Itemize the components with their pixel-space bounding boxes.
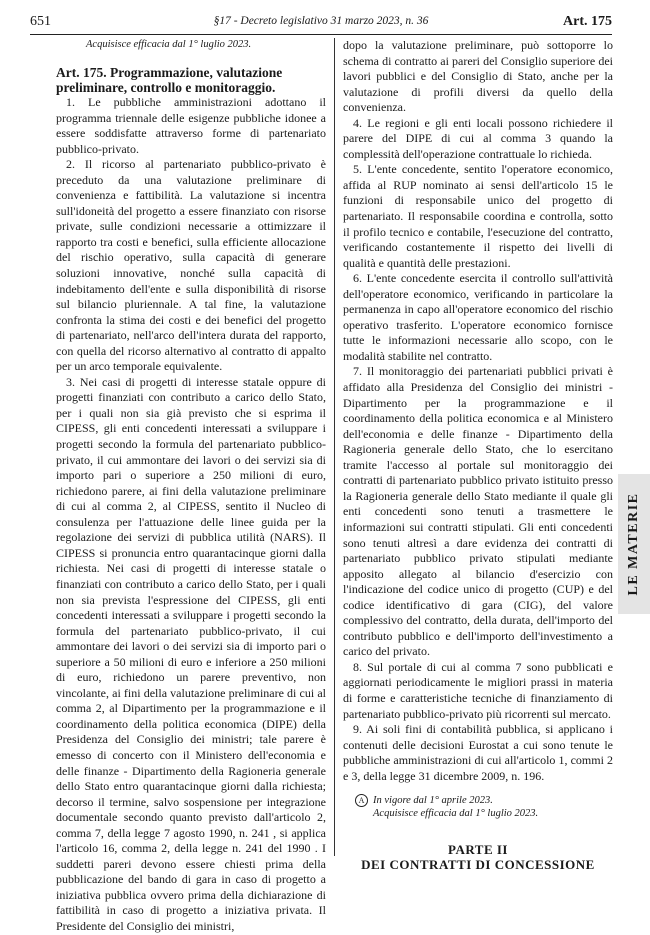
paragraph-5: 5. L'ente concedente, sentito l'operatore economico, affida al RUP nominato ai sensi dell'articolo 15 le funzioni di responsabile unico del progetto di partenariato. Il responsabile coordina e controlla, sotto il profilo tecnico e contabile, l'esecuzione del contratto, verificando costantemente il rispetto dei livelli di qualità e quantità delle prestazioni. — [343, 162, 613, 270]
part-heading: DEI CONTRATTI DI CONCESSIONE — [361, 857, 595, 873]
column-divider — [334, 38, 335, 856]
paragraph-3-continued: dopo la valutazione preliminare, può sottoporre lo schema di contratto ai pareri del Consiglio superiore dei lavori pubblici e del Consiglio di Stato, anche per la valutazione di profili diversi da quello della convenienza. — [343, 38, 613, 115]
part-title — [343, 842, 613, 872]
paragraph-8: 8. Sul portale di cui al comma 7 sono pubblicati e aggiornati periodicamente le migliori prassi in materia di forme e caratteristiche tecniche di finanziamento di partenariato pubblico-privato più ricorrenti sul mercato. — [343, 659, 613, 721]
paragraph-2: 2. Il ricorso al partenariato pubblico-privato è preceduto da una valutazione preliminare di convenienza e fattibilità. La valutazione si incentra sull'idoneità del progetto a essere finanziato con risorse private, sulle condizioni necessarie a ottimizzare il rapporto tra costi e benefici, sulla efficiente allocazione del rischio operativo, sulla capacità di generare soluzioni innovative, nonché sulla capacità di indebitamento dell'ente e sulla disponibilità di risorse sul bilancio pluriennale. A tal fine, la valutazione confronta la stima dei costi e dei benefici del progetto di partenariato, nell'arco dell'intera durata del rapporto, con quella del ricorso alternativo al contratto di appalto per un arco temporale equivalente. — [56, 157, 326, 374]
section-tab — [618, 474, 650, 614]
running-title: §17 - Decreto legislativo 31 marzo 2023, n. 36 — [213, 15, 429, 27]
section-tab-label: LE MATERIE — [626, 492, 641, 596]
paragraph-4: 4. Le regioni e gli enti locali possono richiedere il parere del DIPE di cui al comma 3 quando la complessità dell'operazione contrattuale lo richieda. — [343, 115, 613, 161]
paragraph-1: 1. Le pubbliche amministrazioni adottano il programma triennale delle esigenze pubbliche idonee a essere soddisfatte attraverso forme di partenariato pubblico-privato. — [56, 95, 326, 156]
paragraph-6: 6. L'ente concedente esercita il controllo sull'attività dell'operatore economico, verificando in particolare la permanenza in capo all'operatore economico del rischio operativo trasferito. L'operatore economico fornisce tutte le informazioni necessarie allo scopo, con le modalità stabilite nel contratto. — [343, 271, 613, 363]
paragraph-3: 3. Nei casi di progetti di interesse statale oppure di progetti finanziati con contributo a carico dello Stato, per i quali non sia già previsto che si esprima il CIPESS, gli enti concedenti interessati a sviluppare i progetti secondo la formula del partenariato pubblico-privato, il cui ammontare dei lavori o dei servizi sia di importo pari o superiore a 250 milioni di euro, richiedono parere, ai fini della valutazione preliminare di cui al comma 2, al CIPESS, sentito il Nucleo di consulenza per l'attuazione delle linee guida per la regolazione dei servizi di pubblica utilità (NARS). Il CIPESS si pronuncia entro quarantacinque giorni dalla richiesta. Nei casi di progetti di interesse statale o finanziati con contributo a carico dello Stato, per i quali non sia prevista l'espressione del CIPESS, gli enti concedenti interessati a sviluppare i progetti secondo la formula del partenariato pubblico-privato, il cui ammontare dei lavori o dei servizi sia di importo pari o superiore a 50 milioni di euro e inferiore a 250 milioni di euro, richiedono un parere preventivo, non vincolante, ai fini della valutazione preliminare di cui al comma 2, al Dipartimento per la programmazione e il coordinamento della politica economica (DIPE) della Presidenza del Consiglio dei ministri; tale parere è emesso di concerto con il Ministero dell'economia e delle finanze - Dipartimento della Ragioneria generale dello Stato entro quarantacinque giorni dalla richiesta; decorso il termine, salvo sospensione per integrazione documentale secondo quanto previsto dall'articolo 2, comma 7, della legge 7 agosto 1990, n. 241 , si applica l'articolo 16, comma 2, della legge n. 241 del 1990 . I suddetti pareri devono essere chiesti prima della pubblicazione del bando di gara in caso di progetto a iniziativa pubblica ovvero prima della dichiarazione di fattibilità in caso di progetto a iniziativa privata. Il Presidente del Consiglio dei ministri, — [56, 374, 326, 933]
running-header — [30, 12, 612, 35]
paragraph-9: 9. Ai soli fini di contabilità pubblica, si applicano i contenuti delle decisioni Eurostat a cui sono tenute le pubbliche amministrazioni di cui all'articolo 1, commi 2 e 3, della legge 31 dicembre 2009, n. 196. — [343, 722, 613, 783]
paragraph-7: 7. Il monitoraggio dei partenariati pubblici privati è affidato alla Presidenza del Consiglio dei ministri - Dipartimento per la programmazione e il coordinamento della politica economica e al Ministero dell'economia e delle finanze - Dipartimento della Ragioneria generale dello Stato, che lo esercitano tramite l'accesso al portale sul monitoraggio dei contratti di partenariato pubblico privato istituito presso la Ragioneria generale dello Stato mediante il quale gli enti concedenti sono tenuti a trasmettere le informazioni sui contratti stipulati. Gli enti concedenti sono tenuti altresì a dare evidenza dei contratti di partenariato pubblico privato stipulati mediante apposito allegato al bilancio d'esercizio con l'indicazione del codice unico di progetto (CUP) e del codice identificativo di gara (CIG), del valore complessivo del contratto, della durata, dell'importo del contributo pubblico e dell'importo dell'investimento a carico del privato. — [343, 364, 613, 659]
vigore-note — [343, 794, 613, 820]
efficacy-note-line: Acquisisce efficacia dal 1° luglio 2023. — [373, 808, 539, 820]
part-number: PARTE II — [447, 842, 508, 858]
left-column — [56, 38, 326, 935]
article-title: Art. 175. Programmazione, valutazione preliminare, controllo e monitoraggio. — [56, 65, 283, 95]
page-number: 651 — [30, 14, 51, 29]
right-column — [343, 38, 613, 872]
note-symbol-icon: A — [355, 794, 368, 807]
article-reference: Art. 175 — [563, 14, 612, 29]
efficacy-note: Acquisisce efficacia dal 1° luglio 2023. — [86, 39, 252, 50]
vigore-note-line: In vigore dal 1° aprile 2023. — [373, 795, 493, 807]
